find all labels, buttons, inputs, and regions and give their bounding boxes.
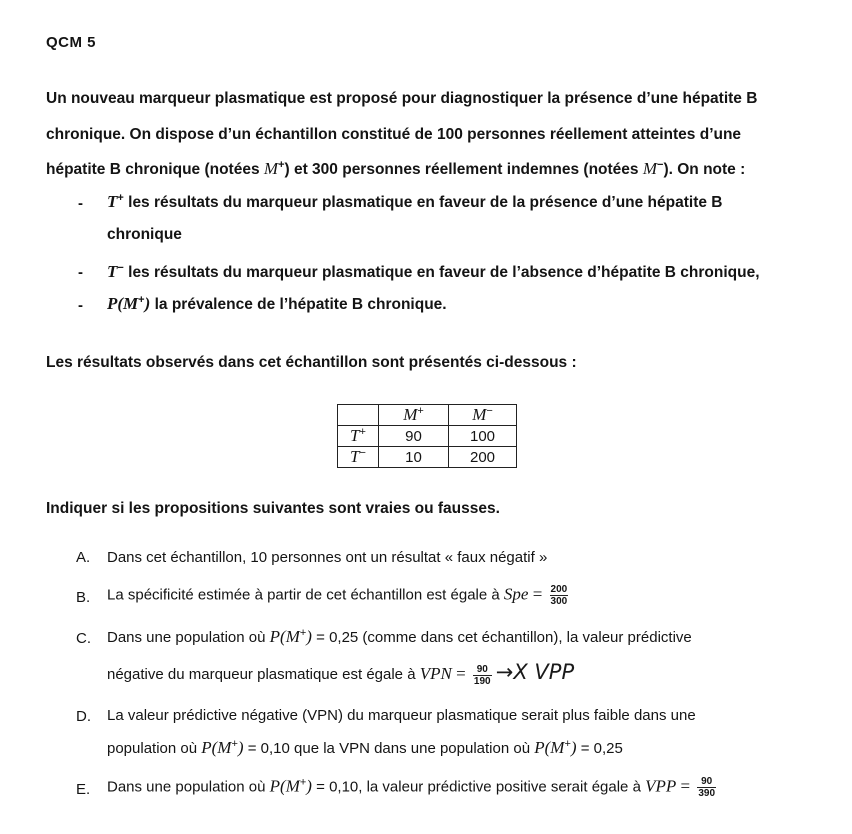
option-c-line-2: négative du marqueur plasmatique est égale à VPN = $\frac{90}{190}$ →X VPP	[107, 660, 575, 687]
table-cell: 200	[449, 447, 517, 468]
bullet-dash-3: -	[78, 297, 83, 314]
option-e-letter: E.	[76, 781, 91, 798]
option-c-line-1: Dans une population où P(M+) = 0,25 (comme dans cet échantillon), la valeur prédictive	[107, 627, 692, 646]
table-rowhead-t-minus: T−	[338, 447, 379, 468]
intro-line-3: hépatite B chronique (notées M+) et 300 personnes réellement indemnes (notées M−). On note :	[46, 158, 746, 178]
intro-line-2: chronique. On dispose d’un échantillon constitué de 100 personnes réellement atteintes d’une	[46, 126, 742, 143]
option-d-line-2: population où P(M+) = 0,10 que la VPN dans une population où P(M+) = 0,25	[107, 738, 623, 757]
table-cell: 90	[379, 426, 449, 447]
table-row	[338, 426, 517, 447]
table-header-m-plus: M+	[379, 405, 449, 426]
option-e-fraction: $\frac{90}{390}$	[698, 776, 716, 799]
results-intro: Les résultats observés dans cet échantillon sont présentés ci-dessous :	[46, 354, 577, 371]
table-header-row	[338, 405, 517, 426]
intro-line-1: Un nouveau marqueur plasmatique est proposé pour diagnostiquer la présence d’une hépatite B	[46, 90, 758, 107]
option-c-letter: C.	[76, 630, 91, 647]
results-table	[337, 404, 517, 468]
option-d-letter: D.	[76, 708, 91, 725]
table-header-m-minus: M−	[449, 405, 517, 426]
table-corner-cell	[338, 405, 379, 426]
bullet-1-line-2: chronique	[107, 226, 182, 243]
table-cell: 10	[379, 447, 449, 468]
option-b-letter: B.	[76, 589, 91, 606]
option-b-fraction: $\frac{200}{300}$	[550, 584, 568, 607]
option-b-text: La spécificité estimée à partir de cet échantillon est égale à Spe = $\frac{200}{300}$	[107, 584, 568, 607]
option-d-line-1: La valeur prédictive négative (VPN) du marqueur plasmatique serait plus faible dans une	[107, 707, 696, 724]
handwritten-annotation: →X VPP	[495, 660, 575, 684]
bullet-2: T− les résultats du marqueur plasmatique en faveur de l’absence d’hépatite B chronique,	[107, 261, 760, 281]
qcm-title: QCM 5	[46, 34, 97, 51]
instruction: Indiquer si les propositions suivantes sont vraies ou fausses.	[46, 500, 500, 517]
bullet-dash-1: -	[78, 195, 83, 212]
option-a-letter: A.	[76, 549, 91, 566]
bullet-1-line-1: T+ les résultats du marqueur plasmatique en faveur de la présence d’une hépatite B	[107, 191, 723, 211]
option-a-text: Dans cet échantillon, 10 personnes ont un résultat « faux négatif »	[107, 549, 548, 566]
bullet-3: P(M+) la prévalence de l’hépatite B chronique.	[107, 293, 447, 313]
table-rowhead-t-plus: T+	[338, 426, 379, 447]
table-row	[338, 447, 517, 468]
option-e-text: Dans une population où P(M+) = 0,10, la valeur prédictive positive serait égale à VPP = $\frac{90}{390}$	[107, 776, 716, 799]
table-cell: 100	[449, 426, 517, 447]
bullet-dash-2: -	[78, 264, 83, 281]
option-c-fraction: $\frac{90}{190}$	[473, 663, 491, 687]
